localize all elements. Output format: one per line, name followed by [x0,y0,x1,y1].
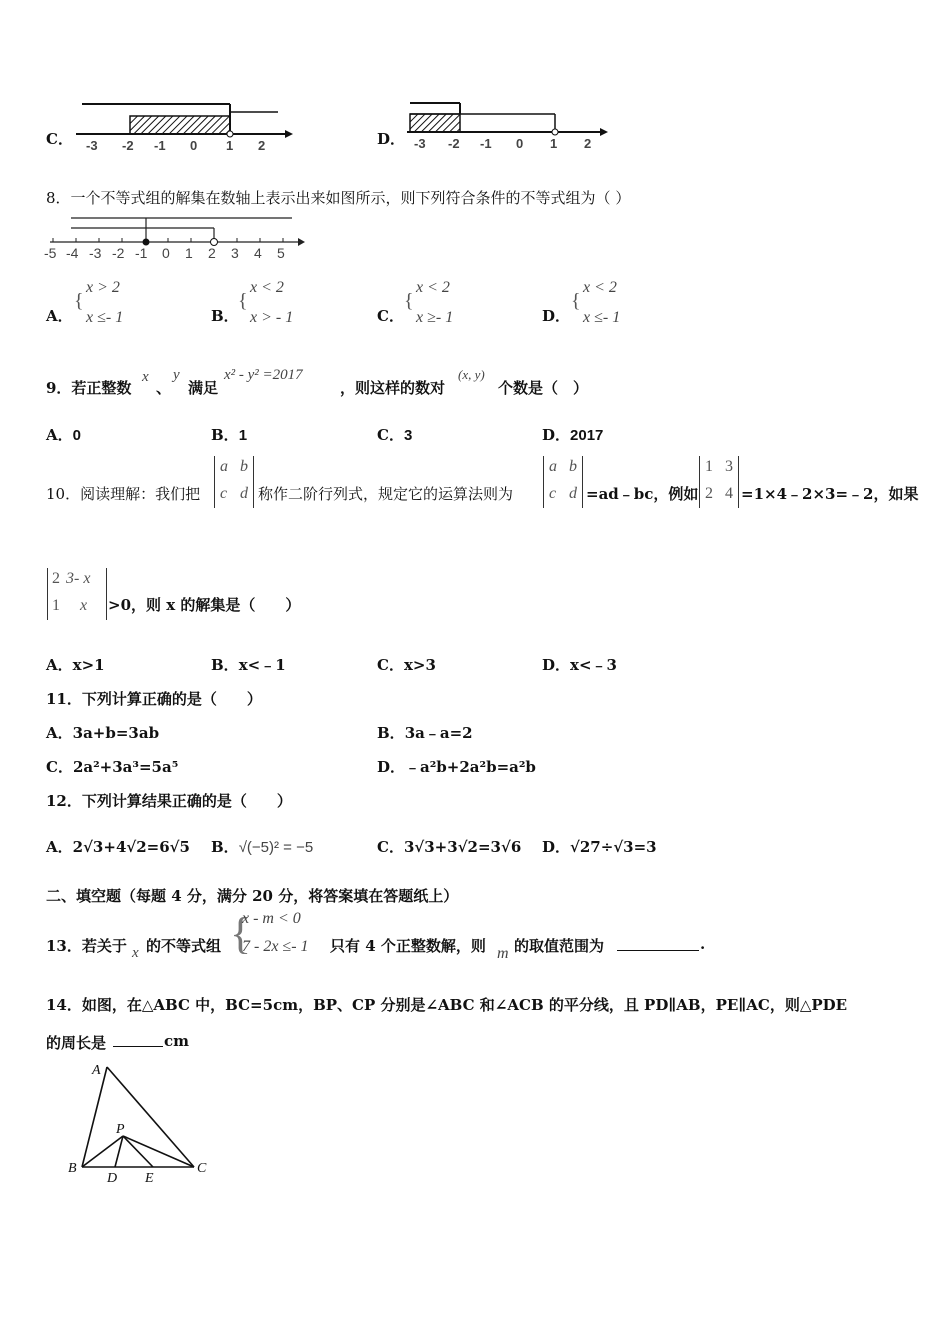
q14-line1: 14．如图，在△ABC 中，BC=5cm，BP、CP 分别是∠ABC 和∠ACB 的平分线，且 PD∥AB，PE∥AC，则△PDE [46,996,848,1014]
q10-stem-3: =ad﹣bc，例如 [586,485,699,503]
tick: -1 [480,136,492,151]
tick: -2 [112,245,125,261]
tick: 2 [208,245,216,261]
q10-option-d: D．x<﹣3 [542,656,617,674]
q14-line2-end: cm [164,1032,190,1050]
q10-stem-2: 称作二阶行列式，规定它的运算法则为 [258,485,514,503]
tick: 3 [231,245,239,261]
q12-option-a: A．2√3+4√2=6√5 [46,838,190,856]
q13-var-m: m [497,945,509,962]
q14-answer-blank[interactable] [113,1046,163,1047]
q12-option-b: B．√(−5)² = −5 [211,838,314,856]
q14-line2-start: 的周长是 [46,1034,107,1052]
q12-option-d: D．√27÷√3=3 [542,838,657,856]
q7-option-d-label: D． [377,130,406,148]
q11-option-d: D．﹣a²b+2a²b=a²b [377,758,536,776]
q9-var-x: x [142,369,149,385]
q7-c-number-line [70,98,300,158]
tick: -2 [122,138,134,153]
tick: -4 [66,245,79,261]
q9-stem-5: 个数是（ ） [498,379,589,397]
tick: 4 [254,245,262,261]
q10-det-example: 1 3 2 4 [699,456,739,508]
q13-line1: x - m < 0 [242,910,301,927]
q10-stem-5: >0，则 x 的解集是（ ） [108,596,301,614]
tick: -3 [86,138,98,153]
q9-stem-1: 9．若正整数 [46,379,132,397]
q11-option-a: A．3a+b=3ab [46,724,160,742]
tick: 2 [584,136,592,151]
q9-option-b: B．1 [211,426,248,444]
label-c: C [197,1161,207,1176]
q8-d-line1: x < 2 [583,279,617,296]
q9-var-y: y [173,367,180,383]
q10-option-a: A．x>1 [46,656,105,674]
section-2-heading: 二、填空题（每题 4 分，满分 20 分，将答案填在答题纸上） [46,887,459,905]
q13-line2: 7 - 2x ≤- 1 [242,938,309,955]
q9-stem-2: 、 [156,379,172,397]
q9-stem-4: ，则这样的数对 [340,379,446,397]
q13-var-x: x [132,945,139,961]
q13-stem-1: 13．若关于 [46,937,127,955]
q10-stem-4: =1×4﹣2×3=﹣2，如果 [741,485,919,503]
q8-option-d-label: D． [542,307,571,325]
q11-option-b: B．3a﹣a=2 [377,724,473,742]
q10-det-abcd-2: a b c d [543,456,583,508]
q9-option-a: A．0 [46,426,81,444]
q10-stem-1: 10．阅读理解：我们把 [46,485,201,503]
q11-stem: 11．下列计算正确的是（ ） [46,690,262,708]
q9-equation: x² - y² =2017 [224,367,303,383]
q8-a-line1: x > 2 [86,279,120,296]
tick: 0 [516,136,524,151]
q8-option-b-label: B． [211,307,239,325]
q12-option-c: C．3√3+3√2=3√6 [377,838,522,856]
tick: 0 [162,245,170,261]
tick: 1 [226,138,234,153]
label-d: D [107,1171,118,1186]
label-b: B [68,1161,77,1176]
q10-det-abcd-1: a b c d [214,456,254,508]
q8-a-line2: x ≤- 1 [86,309,124,326]
q12-stem: 12．下列计算结果正确的是（ ） [46,792,292,810]
tick: -5 [44,245,57,261]
label-p: P [116,1122,125,1137]
q10-option-b: B．x<﹣1 [211,656,286,674]
tick: 1 [550,136,558,151]
q10-option-c: C．x>3 [377,656,436,674]
tick: -3 [414,136,426,151]
tick: -3 [89,245,102,261]
q13-stem-2: 的不等式组 [146,937,222,955]
q13-stem-4: 的取值范围为 [514,937,605,955]
q8-d-line2: x ≤- 1 [583,309,621,326]
q8-b-line2: x > - 1 [250,309,294,326]
q13-stem-5: . [700,935,706,953]
q13-stem-3: 只有 4 个正整数解，则 [330,937,486,955]
q9-option-d: D．2017 [542,426,604,444]
tick: 0 [190,138,198,153]
tick: -1 [154,138,166,153]
q7-option-c-label: C． [46,130,73,148]
q9-stem-3: 满足 [188,379,219,397]
q11-option-c: C．2a²+3a³=5a⁵ [46,758,179,776]
q8-b-line1: x < 2 [250,279,284,296]
q9-option-c: C．3 [377,426,413,444]
tick: -2 [448,136,460,151]
q13-answer-blank[interactable] [617,950,699,951]
q8-c-line2: x ≥- 1 [416,309,454,326]
q8-option-a-label: A． [46,307,73,325]
q8-stem: 8．一个不等式组的解集在数轴上表示出来如图所示，则下列符合条件的不等式组为（ ） [46,189,631,207]
label-e: E [145,1171,154,1186]
tick: 1 [185,245,193,261]
tick: -1 [135,245,148,261]
label-a: A [92,1063,101,1078]
q10-det-condition: 2 3- x 1 x [47,568,107,620]
q9-pair: (x, y) [458,367,485,382]
tick: 2 [258,138,266,153]
q8-option-c-label: C． [377,307,404,325]
q8-c-line1: x < 2 [416,279,450,296]
q8-number-line [46,213,316,249]
q14-triangle-figure [66,1060,226,1190]
tick: 5 [277,245,285,261]
